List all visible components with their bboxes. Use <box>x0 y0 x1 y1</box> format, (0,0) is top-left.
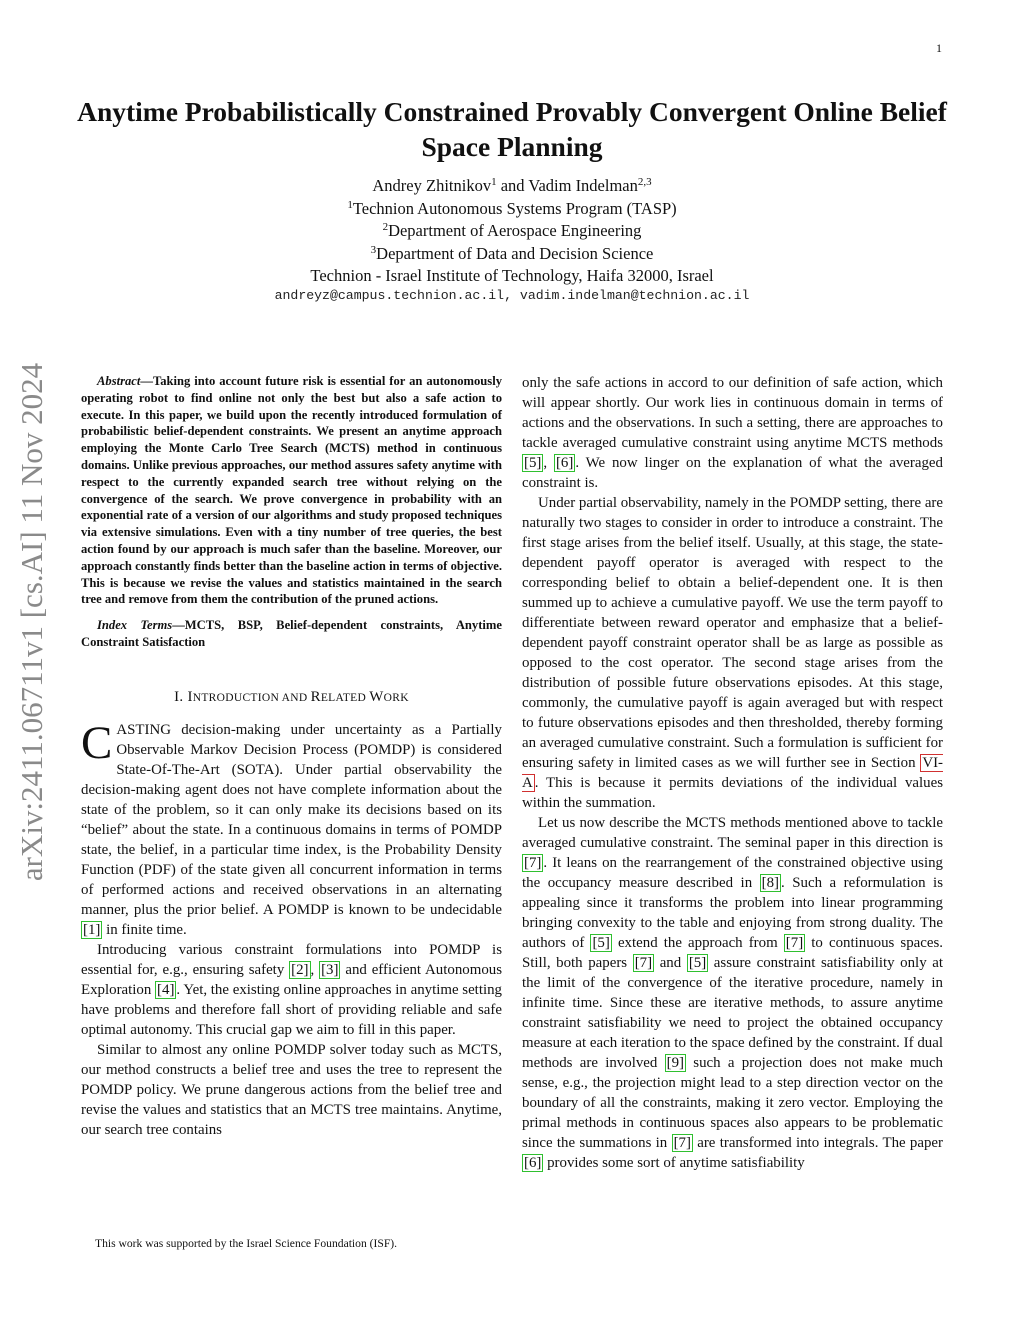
affiliation-3: $^3$Department of Data and Decision Science <box>370 243 654 263</box>
section-ref-link[interactable]: VI-A <box>522 755 943 791</box>
footnote: This work was supported by the Israel Science Foundation (ISF). <box>95 1237 398 1250</box>
citation-link[interactable]: [7] <box>634 955 653 971</box>
author-line <box>60 175 964 198</box>
abstract <box>81 373 502 608</box>
right-paragraph-1: only the safe actions in accord to our definition of safe action, which will appear shortly. Our work lies in continuous domain in terms of actions and the observations. In such a setting, there are approaches to tackle averaged cumulative constraint using anytime MCTS methods [5] , [6] . We now linger on the explanation of what the averaged constraint is. <box>522 375 943 491</box>
right-column <box>522 373 943 1173</box>
intro-paragraph-1: CASTING decision-making under uncertainty as a Partially Observable Markov Decision Process (POMDP) is considered State-Of-The-Art (SOTA). Under partial observability the decision-making agent does not have complete information about the state of the problem, so it can only make its decisions based on its “belief” about the state. In a continuous domains in terms of POMDP state, the belief, in a particular time index, is the Probability Density Function (PDF) of the state given all concurrent information in terms of performed actions and received observations in an alternating manner, plus the prior belief. A POMDP is known to be undecidable [1] in finite time. <box>81 716 502 938</box>
author-1-sup: 1 <box>491 176 497 188</box>
intro-paragraph-3: Similar to almost any online POMDP solver today such as MCTS, our method constructs a belief tree and uses the tree to represent the POMDP policy. We prune dangerous actions from the belief tree and revise the values and statistics that an MCTS tree maintains. Anytime, our search tree contains <box>81 1041 502 1138</box>
citation-link[interactable]: [7] <box>524 855 542 871</box>
citation-link[interactable]: [7] <box>785 935 804 951</box>
author-1-name: Andrey Zhitnikov <box>372 176 492 195</box>
citation-link[interactable]: [8] <box>761 875 780 891</box>
author-2-sup: 2,3 <box>637 176 652 188</box>
citation-link[interactable]: [2] <box>291 961 309 978</box>
left-column <box>81 373 502 1140</box>
citation-link[interactable]: [3] <box>321 961 339 978</box>
index-terms <box>81 617 502 651</box>
citation-link[interactable]: [1] <box>83 921 101 938</box>
citation-link[interactable]: [4] <box>157 981 175 998</box>
author-emails: andreyz@campus.technion.ac.il, vadim.indelman@technion.ac.il <box>274 287 750 303</box>
citation-link[interactable]: [6] <box>524 1155 542 1171</box>
citation-link[interactable]: [7] <box>673 1135 691 1151</box>
institution: Technion - Israel Institute of Technology, Haifa 32000, Israel <box>310 266 714 286</box>
drop-cap: C <box>81 716 113 769</box>
affiliation-1: $^1$Technion Autonomous Systems Program (TASP) <box>347 198 677 218</box>
citation-link[interactable]: [5] <box>592 935 610 951</box>
page-number: 1 <box>936 41 942 55</box>
intro-paragraph-2: Introducing various constraint formulations into POMDP is essential for, e.g., ensuring safety [2] , [3] and efficient Autonomous Exploration [4] . Yet, the existing online approaches in anytime setting have problems and therefore fall short of providing reliable and safe optimal autonomy. This crucial gap we aim to fill in this paper. <box>81 941 502 1038</box>
right-paragraph-3: Let us now describe the MCTS methods mentioned above to tackle averaged cumulative constraint. The seminal paper in this direction is [7] . It leans on the rearrangement of the constrained objective using the occupancy measure described in [8] . Such a reformulation is appealing since it transforms the problem into linear programming bringing convexity to the table and enjoying from strong duality. The authors of [5] extend the approach from [7] to continuous spaces. Still, both papers [7] and [5] assure constraint satisfiability only at the limit of the convergence of the iterative procedure, namely in infinite time. Since these are iterative methods, to assure anytime constraint satisfiability we need to project the obtained occupancy measure at each iteration to the space defined by the constraint. If dual methods are involved [9] such a projection does not make much sense, e.g., the projection might lead to a step direction vector on the boundary of all the constraints, making it zero vector. Employing the primal methods in continuous spaces also appears to be problematic since the summations in [7] are transformed into integrals. The paper [6] provides some sort of anytime satisfiability <box>522 815 944 1171</box>
citation-link[interactable]: [9] <box>666 1055 685 1071</box>
right-paragraph-2: Under partial observability, namely in the POMDP setting, there are naturally two stages to consider in order to introduce a constraint. The first stage arises from the belief itself. Usually, at this stage, the state-dependent payoff operator is averaged with respect to the corresponding belief to obtain a belief-dependent one. It is then summed up to achieve a cumulative payoff. We use the term payoff to differentiate between reward operator and emphasize that a belief-dependent payoff constraint operator shall be as large as possible as opposed to the cost operator. The second stage arises from the distribution of possible future observations episodes. At this stage, commonly, the cumulative payoff is again averaged but with respect to future observations episodes and then thresholded, thereby forming an averaged cumulative constraint. Such a formulation is sufficient for ensuring safety in limited cases as we will further see in Section VI-A . This is because it permits deviations of the individual values within the summation. <box>522 495 943 811</box>
author-block <box>60 175 964 303</box>
index-terms-text: —MCTS, BSP, Belief-dependent constraints, Anytime Constraint Satisfaction <box>81 618 502 649</box>
affiliation-2: $^2$Department of Aerospace Engineering <box>382 221 642 241</box>
citation-link[interactable]: [5] <box>688 955 707 971</box>
citation-link[interactable]: [5] <box>524 455 542 471</box>
abstract-text: —Taking into account future risk is essential for an autonomously operating robot to find online not only the best but also a safe action to execute. In this paper, we build upon the recently introduced formulation of probabilistic belief-dependent constraints. We present an anytime approach employing the Monte Carlo Tree Search (MCTS) method in continuous domains. Unlike previous approaches, our method assures safety anytime with respect to the currently expanded search tree without relying on the convergence of the search. We prove convergence in probability with an exponential rate of a version of our algorithms and study proposed techniques via extensive simulations. Even with a tiny number of tree queries, the best action found by our approach is much safer than the baseline. Moreover, our approach constantly finds better than the baseline action in terms of objective. This is because we revise the values and statistics maintained in the search tree and remove from them the contribution of the pruned actions. <box>81 374 502 607</box>
section-heading: I. INTRODUCTION AND RELATED WORK <box>174 688 409 705</box>
paper-title: Anytime Probabilistically Constrained Provably Convergent Online Belief Space Planning <box>77 96 947 162</box>
author-2-name: Vadim Indelman <box>528 176 638 195</box>
index-terms-label: Index Terms <box>97 618 173 633</box>
citation-link[interactable]: [6] <box>555 455 574 471</box>
author-and: and <box>500 176 525 195</box>
arxiv-stamp: arXiv:2411.06711v1 [cs.AI] 11 Nov 2024 <box>14 362 49 882</box>
abstract-label: Abstract <box>97 374 141 388</box>
